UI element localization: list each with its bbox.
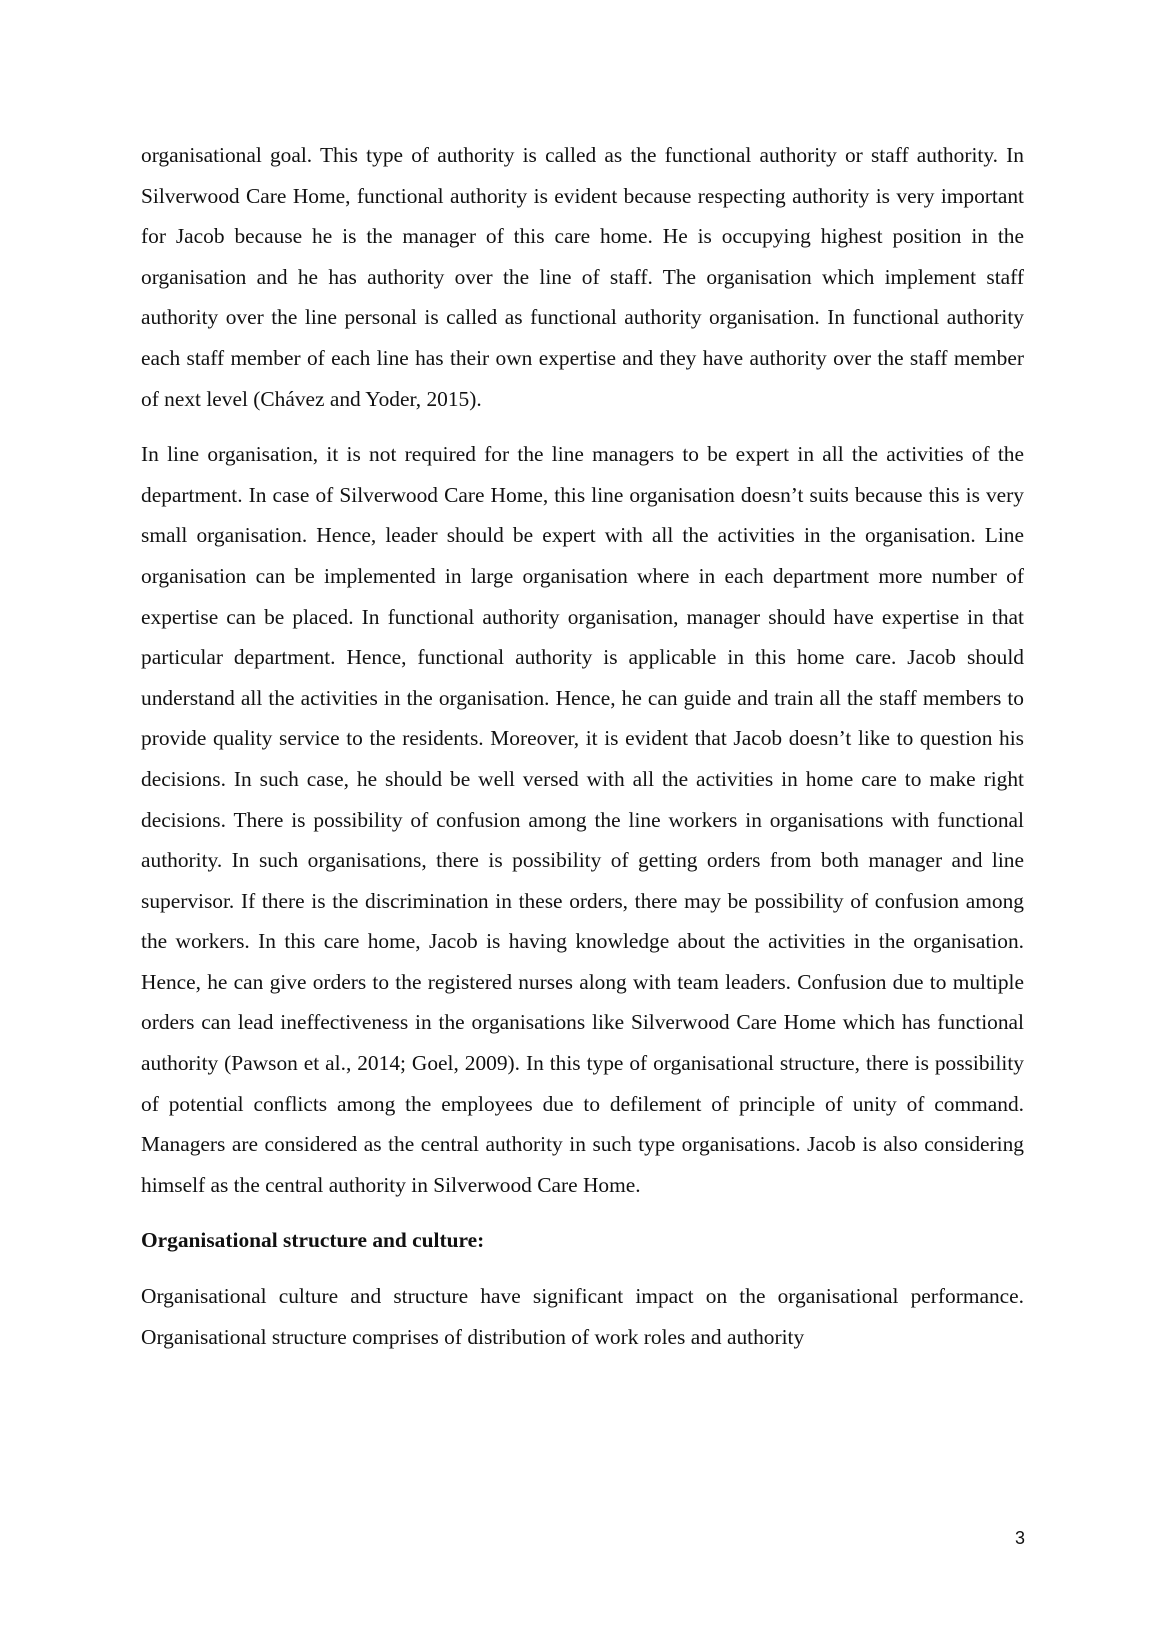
page-number: 3 [1014,1528,1025,1548]
paragraph-line-organisation: In line organisation, it is not required for the line managers to be expert in all the activities of the department. In case of Silverwood Care Home, this line organisation doesn’t suits because this is very small organisation. Hence, leader should be expert with all the activities in the organisation. Line organisation can be implemented in large organisation where in each department more number of expertise can be placed. In functional authority organisation, manager should have expertise in that particular department. Hence, functional authority is applicable in this home care. Jacob should understand all the activities in the organisation. Hence, he can guide and train all the staff members to provide quality service to the residents. Moreover, it is evident that Jacob doesn’t like to question his decisions. In such case, he should be well versed with all the activities in home care to make right decisions. There is possibility of confusion among the line workers in organisations with functional authority. In such organisations, there is possibility of getting orders from both manager and line supervisor. If there is the discrimination in these orders, there may be possibility of confusion among the workers. In this care home, Jacob is having knowledge about the activities in the organisation. Hence, he can give orders to the registered nurses along with team leaders. Confusion due to multiple orders can lead ineffectiveness in the organisations like Silverwood Care Home which has functional authority (Pawson et al., 2014; Goel, 2009). In this type of organisational structure, there is possibility of potential conflicts among the employees due to defilement of principle of unity of command. Managers are considered as the central authority in such type organisations. Jacob is also considering himself as the central authority in Silverwood Care Home. [141,442,1024,1197]
document-body [141,135,1024,1357]
paragraph-functional-authority: organisational goal. This type of authority is called as the functional authority or staff authority. In Silverwood Care Home, functional authority is evident because respecting authority is very important for Jacob because he is the manager of this care home. He is occupying highest position in the organisation and he has authority over the line of staff. The organisation which implement staff authority over the line personal is called as functional authority organisation. In functional authority each staff member of each line has their own expertise and they have authority over the staff member of next level (Chávez and Yoder, 2015). [141,143,1024,411]
paragraph-structure-culture: Organisational culture and structure have significant impact on the organisational performance. Organisational structure comprises of distribution of work roles and authority [141,1284,1024,1349]
section-heading: Organisational structure and culture: [141,1228,485,1253]
